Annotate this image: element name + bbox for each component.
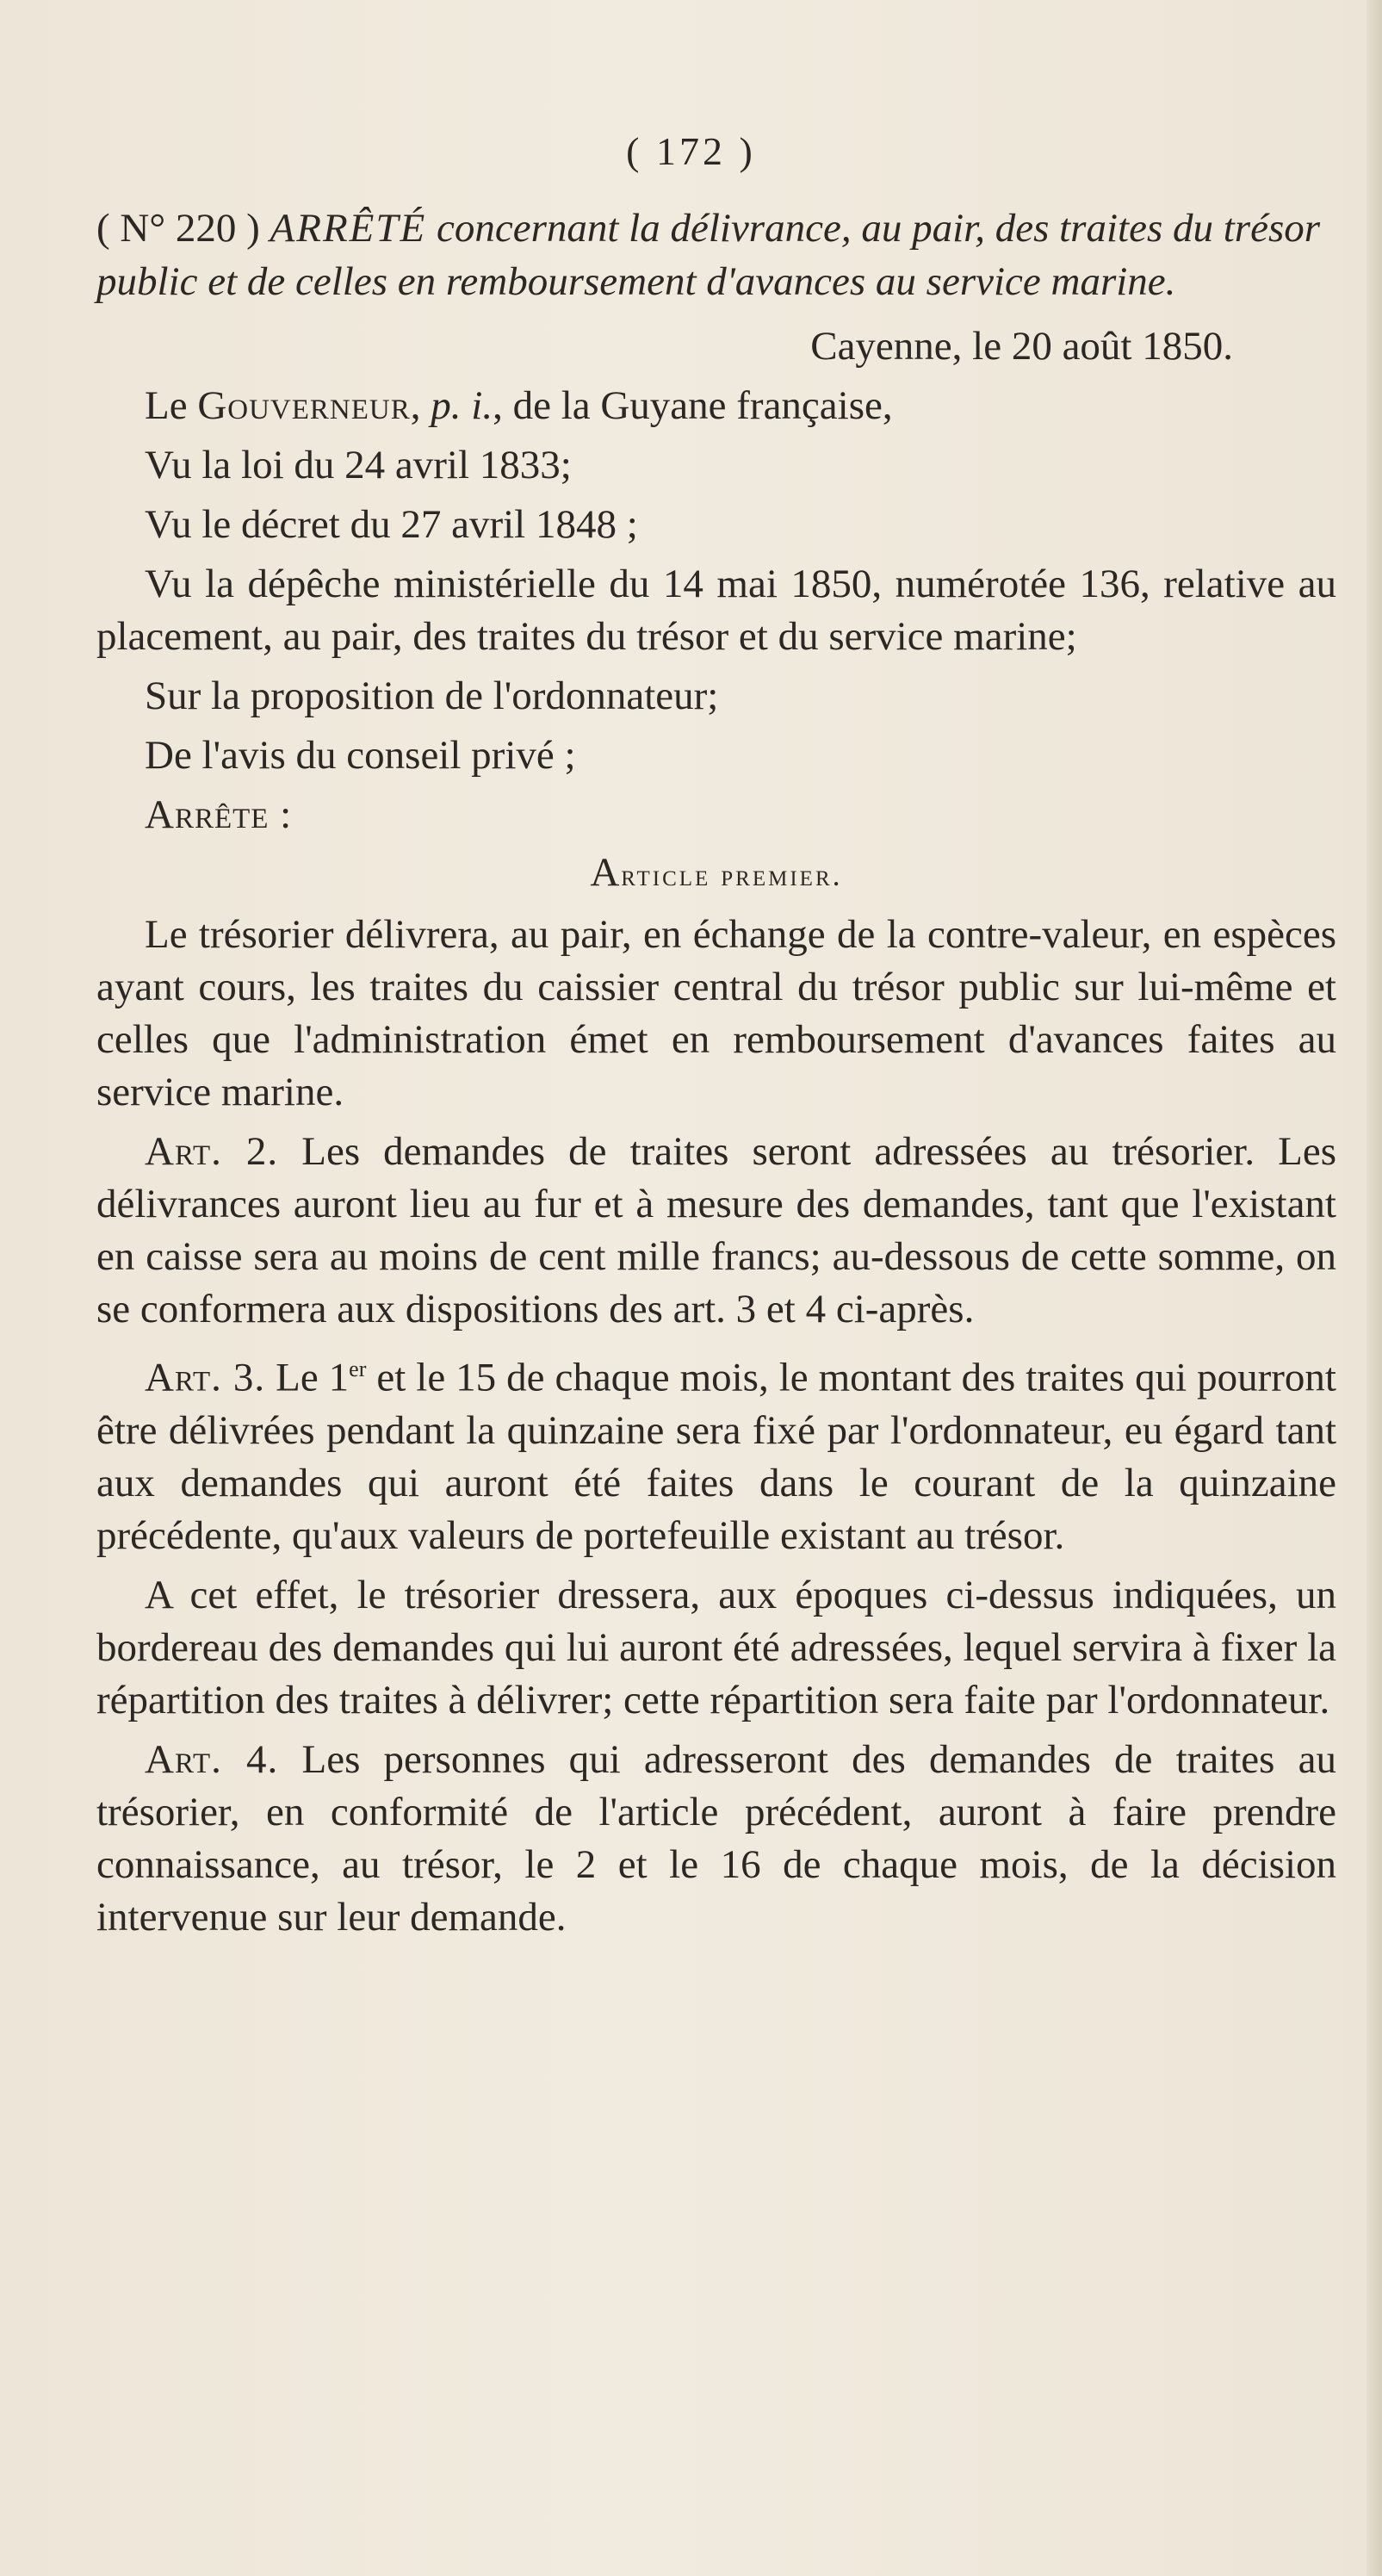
- article-3: Art. 3. Le 1er et le 15 de chaque mois, le montant des traites qui pourront être délivrées pendant la quinzaine sera fixé par l'ordonnateur, eu égard tant aux demandes qui auront été faites dans le courant de la quinzaine précédente, qu'aux valeurs de portefeuille existant au trésor.: [96, 1355, 1336, 1558]
- place-date: Cayenne, le 20 août 1850.: [810, 324, 1233, 369]
- governor-title: Gouverneur: [197, 383, 411, 428]
- page-number: ( 172 ): [626, 129, 756, 173]
- article-4: Art. 4. Les personnes qui adresseront des demandes de traites au trésorier, en conformité de l'article précédent, auront à faire prendre connaissance, au trésor, le 2 et le 16 de chaque mois, de la décision intervenue sur leur demande.: [96, 1736, 1336, 1940]
- avis-line: De l'avis du conseil privé ;: [145, 733, 576, 778]
- document-heading: [96, 202, 1336, 308]
- article-4-label: Art. 4.: [145, 1736, 279, 1782]
- proposition-line: Sur la proposition de l'ordonnateur;: [145, 673, 719, 718]
- vu-decret: Vu le décret du 27 avril 1848 ;: [145, 502, 638, 547]
- article-1: Le trésorier délivrera, au pair, en échange de la contre-valeur, en espèces ayant cours, les traites du caissier central du trésor public sur lui-même et celles que l'administration émet en remboursement d'avances faites au service marine.: [96, 912, 1336, 1114]
- article-3-label: Art. 3.: [145, 1355, 266, 1400]
- article-2-label: Art. 2.: [145, 1129, 279, 1174]
- page-edge: [1367, 0, 1382, 2576]
- governor-line: Le Gouverneur, p. i., de la Guyane française,: [145, 383, 893, 428]
- decree-title: ARRÊTÉ: [270, 206, 427, 251]
- article-heading: Article premier.: [590, 850, 843, 895]
- vu-loi: Vu la loi du 24 avril 1833;: [145, 443, 572, 487]
- decree-number: ( N° 220 ): [96, 206, 260, 251]
- arrete-line: Arrête :: [145, 792, 293, 837]
- decree-subject: concernant la délivrance, au pair, des traites du trésor public et de celles en remboursement d'avances au service marine.: [96, 206, 1321, 304]
- vu-depeche: Vu la dépêche ministérielle du 14 mai 1850, numérotée 136, relative au placement, au pair, des traites du trésor et du service marine;: [96, 562, 1336, 659]
- article-3-continued: A cet effet, le trésorier dressera, aux époques ci-dessus indiquées, un bordereau des demandes qui lui auront été adressées, lequel servira à fixer la répartition des traites à délivrer; cette répartition sera faite par l'ordonnateur.: [96, 1572, 1336, 1723]
- document-body: [96, 202, 1336, 1944]
- article-2: Art. 2. Les demandes de traites seront adressées au trésorier. Les délivrances auront lieu au fur et à mesure des demandes, tant que l'existant en caisse sera au moins de cent mille francs; au-dessous de cette somme, on se conformera aux dispositions des art. 3 et 4 ci-après.: [96, 1129, 1336, 1331]
